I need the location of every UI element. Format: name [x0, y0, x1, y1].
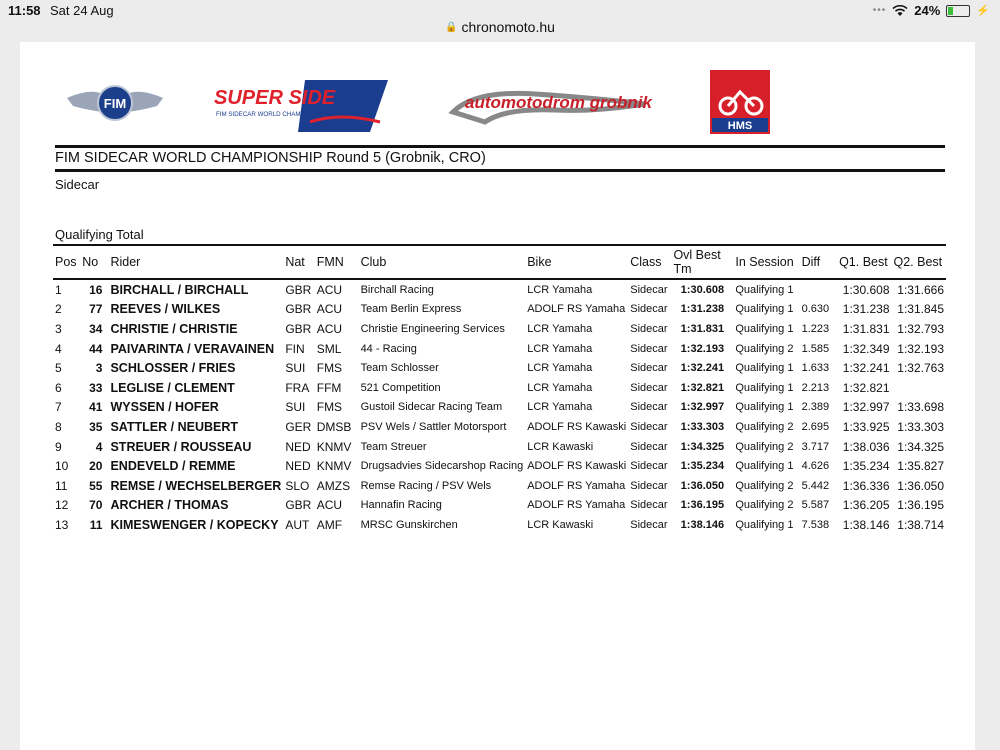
header-diff: Diff [800, 245, 837, 279]
superside-logo [210, 76, 390, 136]
cell-diff: 4.626 [801, 460, 830, 473]
header-club: Club [359, 245, 526, 279]
cell-fmn: ACU [316, 321, 343, 336]
cell-club: Team Schlosser [360, 362, 439, 375]
results-body [53, 279, 946, 535]
cell-club: 521 Competition [360, 381, 441, 394]
cell-fmn: DMSB [316, 419, 352, 434]
address-bar[interactable] [0, 14, 1000, 40]
table-row [53, 515, 946, 535]
cell-fmn: FFM [316, 380, 342, 395]
cell-q1-best: 1:36.205 [842, 498, 890, 513]
cell-rider: STREUER / ROUSSEAU [110, 439, 252, 454]
cell-diff: 1.223 [801, 322, 830, 335]
cell-no: 35 [89, 419, 103, 434]
cell-fmn: FMS [316, 400, 343, 415]
cell-pos: 10 [55, 459, 69, 474]
cell-q1-best: 1:30.608 [842, 282, 890, 297]
cell-club: Team Streuer [360, 440, 427, 453]
cell-rider: WYSSEN / HOFER [110, 400, 219, 415]
charging-icon: ⚡ [976, 5, 990, 17]
cell-diff: 0.630 [801, 303, 830, 316]
cell-fmn: AMF [316, 517, 343, 532]
cell-ovl-best: 1:32.193 [680, 342, 725, 355]
cell-diff: 3.717 [801, 440, 830, 453]
cell-nat: SUI [285, 361, 306, 376]
cell-nat: AUT [285, 517, 310, 532]
cell-diff: 5.587 [801, 499, 830, 512]
cell-diff: 1.633 [801, 362, 830, 375]
cell-q1-best: 1:38.036 [842, 439, 890, 454]
cell-rider: PAIVARINTA / VERAVAINEN [110, 341, 275, 356]
table-row [53, 319, 946, 339]
cell-no: 20 [89, 459, 103, 474]
cell-ovl-best: 1:30.608 [680, 283, 725, 296]
cell-club: Hannafin Racing [360, 499, 442, 512]
cell-q2-best: 1:32.793 [897, 321, 944, 336]
cell-bike: LCR Yamaha [527, 401, 593, 414]
cell-bike: LCR Yamaha [527, 283, 593, 296]
cell-pos: 11 [55, 478, 68, 493]
cell-q2-best: 1:38.714 [897, 517, 944, 532]
table-row [53, 476, 946, 496]
header-q1-best: Q1. Best [837, 245, 891, 279]
cell-q1-best: 1:38.146 [842, 517, 890, 532]
cell-club: Gustoil Sidecar Racing Team [360, 401, 503, 414]
cell-in-session: Qualifying 2 [735, 420, 794, 433]
cell-q2-best: 1:35.827 [897, 459, 944, 474]
cell-class: Sidecar [630, 499, 668, 512]
fim-logo-text: FIM [103, 96, 127, 111]
title-rule-top [55, 145, 945, 148]
cell-q2-best: 1:33.698 [897, 400, 944, 415]
cell-no: 34 [89, 321, 103, 336]
cell-class: Sidecar [630, 440, 668, 453]
header-rider: Rider [108, 245, 283, 279]
cell-ovl-best: 1:32.821 [680, 381, 725, 394]
cell-ovl-best: 1:33.303 [680, 420, 725, 433]
cell-no: 70 [89, 498, 103, 513]
cell-bike: LCR Yamaha [527, 381, 593, 394]
cell-nat: GBR [285, 282, 312, 297]
table-row [53, 358, 946, 378]
cell-in-session: Qualifying 2 [735, 342, 794, 355]
cell-ovl-best: 1:32.241 [680, 362, 725, 375]
multitask-dots-icon: ••• [872, 5, 887, 16]
cell-class: Sidecar [630, 362, 668, 375]
cell-q1-best: 1:36.336 [842, 478, 890, 493]
cell-nat: GBR [285, 321, 312, 336]
cell-no: 4 [95, 439, 103, 454]
fim-logo [65, 80, 165, 126]
cell-class: Sidecar [630, 381, 668, 394]
status-time: 11:58 [8, 3, 41, 18]
cell-in-session: Qualifying 2 [735, 440, 794, 453]
lock-icon: 🔒 [445, 21, 458, 33]
cell-bike: ADOLF RS Yamaha [527, 499, 626, 512]
cell-class: Sidecar [630, 401, 668, 414]
cell-pos: 8 [55, 419, 62, 434]
cell-no: 11 [89, 517, 103, 532]
section-heading: Qualifying Total [55, 227, 144, 242]
cell-q2-best [892, 378, 947, 398]
grobnik-logo-text: automotodrom grobnik [465, 93, 652, 112]
document-page [20, 42, 975, 750]
cell-diff: 2.213 [801, 381, 830, 394]
cell-fmn: ACU [316, 282, 343, 297]
cell-nat: GER [285, 419, 312, 434]
battery-percent: 24% [914, 3, 941, 18]
cell-ovl-best: 1:38.146 [680, 518, 725, 531]
cell-fmn: FMS [316, 361, 343, 376]
header-nat: Nat [283, 245, 314, 279]
cell-bike: LCR Kawaski [527, 518, 594, 531]
cell-bike: LCR Yamaha [527, 322, 593, 335]
cell-fmn: ACU [316, 302, 343, 317]
cell-diff: 7.538 [801, 518, 830, 531]
class-subtitle: Sidecar [55, 177, 100, 192]
cell-q2-best: 1:32.193 [897, 341, 944, 356]
cell-no: 77 [89, 302, 103, 317]
cell-no: 44 [89, 341, 103, 356]
cell-bike: ADOLF RS Yamaha [527, 479, 626, 492]
page-title: FIM SIDECAR WORLD CHAMPIONSHIP Round 5 (Grobnik, CRO) [55, 150, 486, 166]
cell-bike: ADOLF RS Kawaski [527, 460, 627, 473]
cell-q1-best: 1:33.925 [842, 419, 890, 434]
cell-in-session: Qualifying 2 [735, 499, 794, 512]
cell-q1-best: 1:35.234 [842, 459, 890, 474]
table-header-row [53, 245, 946, 279]
cell-rider: LEGLISE / CLEMENT [110, 380, 235, 395]
cell-ovl-best: 1:36.195 [680, 499, 725, 512]
cell-bike: LCR Yamaha [527, 362, 593, 375]
table-row [53, 279, 946, 300]
cell-rider: BIRCHALL / BIRCHALL [110, 282, 249, 297]
cell-pos: 9 [55, 439, 62, 454]
cell-class: Sidecar [630, 322, 668, 335]
cell-class: Sidecar [630, 420, 668, 433]
header-no: No [80, 245, 108, 279]
cell-nat: SLO [285, 478, 310, 493]
table-row [53, 300, 946, 320]
url-text[interactable]: chronomoto.hu [461, 19, 555, 35]
sponsor-logos [20, 62, 975, 137]
cell-pos: 4 [55, 341, 62, 356]
cell-ovl-best: 1:36.050 [680, 479, 725, 492]
superside-logo-text: SUPER SIDE [214, 87, 336, 109]
header-bike: Bike [525, 245, 628, 279]
cell-class: Sidecar [630, 303, 668, 316]
cell-nat: SUI [285, 400, 306, 415]
cell-fmn: SML [316, 341, 342, 356]
grobnik-logo [445, 82, 655, 132]
cell-q1-best: 1:32.997 [842, 400, 890, 415]
cell-no: 41 [89, 400, 103, 415]
cell-class: Sidecar [630, 342, 668, 355]
cell-club: PSV Wels / Sattler Motorsport [360, 420, 507, 433]
cell-in-session: Qualifying 1 [735, 518, 794, 531]
cell-in-session: Qualifying 1 [735, 460, 794, 473]
status-date: Sat 24 Aug [50, 3, 114, 18]
cell-no: 16 [89, 282, 103, 297]
cell-diff: 2.389 [801, 401, 830, 414]
cell-in-session: Qualifying 2 [735, 479, 794, 492]
cell-in-session: Qualifying 1 [735, 362, 794, 375]
cell-rider: SATTLER / NEUBERT [110, 419, 239, 434]
cell-q1-best: 1:32.241 [842, 361, 890, 376]
cell-diff [800, 279, 837, 300]
cell-rider: ARCHER / THOMAS [110, 498, 229, 513]
header-class: Class [628, 245, 671, 279]
table-row [53, 496, 946, 516]
cell-nat: GBR [285, 498, 312, 513]
cell-rider: KIMESWENGER / KOPECKY [110, 517, 279, 532]
cell-class: Sidecar [630, 460, 668, 473]
cell-ovl-best: 1:31.238 [680, 303, 725, 316]
header-in-session: In Session [733, 245, 799, 279]
cell-in-session: Qualifying 1 [735, 401, 794, 414]
cell-club: Birchall Racing [360, 283, 434, 296]
header-pos: Pos [53, 245, 80, 279]
header-q2-best: Q2. Best [892, 245, 947, 279]
cell-no: 33 [89, 380, 103, 395]
cell-diff: 2.695 [801, 420, 830, 433]
cell-no: 55 [89, 478, 103, 493]
cell-q2-best: 1:31.666 [897, 282, 944, 297]
cell-diff: 5.442 [801, 479, 830, 492]
cell-ovl-best: 1:31.831 [680, 322, 725, 335]
cell-class: Sidecar [630, 479, 668, 492]
cell-q1-best: 1:32.821 [842, 380, 890, 395]
table-row [53, 417, 946, 437]
cell-club: 44 - Racing [360, 342, 417, 355]
superside-logo-subtext: FIM SIDECAR WORLD CHAMPIONSHIP [216, 111, 331, 118]
cell-q2-best: 1:32.763 [897, 361, 944, 376]
hms-logo [710, 70, 770, 134]
cell-no: 3 [95, 361, 103, 376]
cell-nat: GBR [285, 302, 312, 317]
cell-fmn: KNMV [316, 439, 352, 454]
cell-q2-best: 1:34.325 [897, 439, 944, 454]
cell-in-session: Qualifying 1 [735, 381, 794, 394]
cell-ovl-best: 1:35.234 [680, 460, 725, 473]
cell-club: Remse Racing / PSV Wels [360, 479, 492, 492]
hms-logo-text: HMS [727, 120, 753, 132]
cell-pos: 2 [55, 302, 62, 317]
cell-in-session: Qualifying 1 [735, 322, 794, 335]
cell-fmn: AMZS [316, 478, 351, 493]
table-row [53, 339, 946, 359]
cell-rider: CHRISTIE / CHRISTIE [110, 321, 238, 336]
cell-nat: FRA [285, 380, 310, 395]
cell-pos: 5 [55, 361, 62, 376]
cell-diff: 1.585 [801, 342, 830, 355]
results-table [53, 244, 946, 535]
table-row [53, 378, 946, 398]
cell-pos: 1 [55, 282, 62, 297]
header-fmn: FMN [315, 245, 359, 279]
cell-nat: NED [285, 439, 311, 454]
cell-fmn: ACU [316, 498, 343, 513]
cell-rider: REEVES / WILKES [110, 302, 221, 317]
cell-bike: ADOLF RS Yamaha [527, 303, 626, 316]
cell-bike: LCR Yamaha [527, 342, 593, 355]
cell-q2-best: 1:33.303 [897, 419, 944, 434]
cell-club: Drugsadvies Sidecarshop Racing [360, 460, 524, 473]
cell-club: Christie Engineering Services [360, 322, 505, 335]
cell-pos: 7 [55, 400, 62, 415]
table-row [53, 437, 946, 457]
table-row [53, 456, 946, 476]
cell-in-session: Qualifying 1 [735, 283, 794, 296]
cell-ovl-best: 1:32.997 [680, 401, 725, 414]
cell-pos: 6 [55, 380, 62, 395]
cell-club: Team Berlin Express [360, 303, 462, 316]
title-rule-bottom [55, 169, 945, 172]
cell-rider: REMSE / WECHSELBERGER [110, 478, 282, 493]
cell-pos: 13 [55, 517, 69, 532]
cell-nat: FIN [285, 341, 305, 356]
cell-nat: NED [285, 459, 311, 474]
cell-bike: LCR Kawaski [527, 440, 594, 453]
cell-ovl-best: 1:34.325 [680, 440, 725, 453]
cell-q2-best: 1:36.050 [897, 478, 944, 493]
cell-q1-best: 1:31.831 [842, 321, 890, 336]
cell-q1-best: 1:31.238 [842, 302, 890, 317]
header-ovl-best: Ovl Best Tm [671, 245, 733, 279]
cell-class: Sidecar [630, 518, 668, 531]
cell-class: Sidecar [630, 283, 668, 296]
cell-q2-best: 1:31.845 [897, 302, 944, 317]
cell-fmn: KNMV [316, 459, 352, 474]
cell-q1-best: 1:32.349 [842, 341, 890, 356]
cell-pos: 12 [55, 498, 69, 513]
cell-pos: 3 [55, 321, 62, 336]
cell-rider: SCHLOSSER / FRIES [110, 361, 236, 376]
table-row [53, 398, 946, 418]
cell-rider: ENDEVELD / REMME [110, 459, 236, 474]
cell-bike: ADOLF RS Kawaski [527, 420, 627, 433]
cell-in-session: Qualifying 1 [735, 303, 794, 316]
cell-q2-best: 1:36.195 [897, 498, 944, 513]
cell-club: MRSC Gunskirchen [360, 518, 458, 531]
